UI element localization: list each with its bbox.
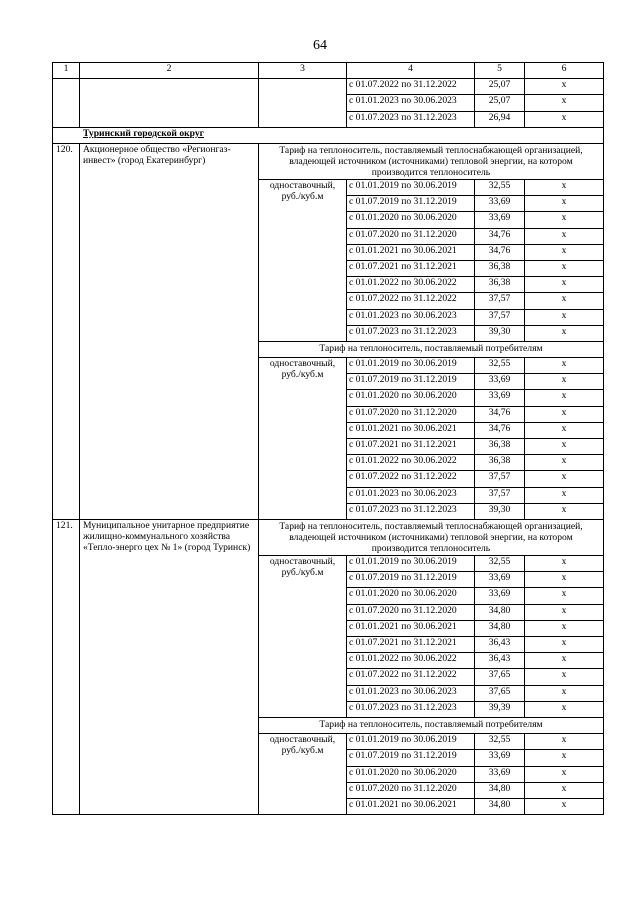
tariff-header-row [53,519,604,555]
col-header-6: 6 [525,63,604,79]
period-cell: с 01.07.2021 по 31.12.2021 [347,637,475,653]
value-cell: 25,07 [475,79,525,95]
period-cell: с 01.07.2021 по 31.12.2021 [347,439,475,455]
x-cell: х [525,180,604,196]
value-cell: 33,69 [475,750,525,766]
period-cell: с 01.01.2020 по 30.06.2020 [347,390,475,406]
period-cell: с 01.07.2019 по 31.12.2019 [347,374,475,390]
period-cell: с 01.07.2022 по 31.12.2022 [347,79,475,95]
row-number: 120. [53,143,80,519]
value-cell: 36,43 [475,637,525,653]
x-cell: х [525,734,604,750]
page-number: 64 [313,38,327,53]
period-cell: с 01.07.2019 по 31.12.2019 [347,572,475,588]
col-header-2: 2 [80,63,259,79]
value-cell: 32,55 [475,358,525,374]
value-cell: 33,69 [475,374,525,390]
period-cell: с 01.01.2022 по 30.06.2022 [347,277,475,293]
col-header-5: 5 [475,63,525,79]
x-cell: х [525,503,604,519]
organization-name: Акционерное общество «Регионгаз-инвест» (город Екатеринбург) [80,143,259,519]
unit-cell [259,79,347,128]
x-cell: х [525,701,604,717]
value-cell: 34,76 [475,228,525,244]
value-cell: 33,69 [475,588,525,604]
value-cell: 37,57 [475,471,525,487]
value-cell: 37,65 [475,669,525,685]
period-cell: с 01.01.2019 по 30.06.2019 [347,734,475,750]
region-title: Туринский городской округ [53,127,604,143]
period-cell: с 01.01.2020 по 30.06.2020 [347,766,475,782]
tariff-header-row [53,143,604,179]
period-cell: с 01.07.2021 по 31.12.2021 [347,260,475,276]
period-cell: с 01.07.2022 по 31.12.2022 [347,669,475,685]
value-cell: 37,65 [475,685,525,701]
value-cell: 34,76 [475,406,525,422]
table-row [53,79,604,95]
value-cell: 37,57 [475,293,525,309]
value-cell: 34,76 [475,244,525,260]
x-cell: х [525,669,604,685]
value-cell: 34,80 [475,798,525,814]
x-cell: х [525,556,604,572]
value-cell: 37,57 [475,309,525,325]
period-cell: с 01.01.2021 по 30.06.2021 [347,422,475,438]
value-cell: 36,38 [475,439,525,455]
period-cell: с 01.01.2019 по 30.06.2019 [347,180,475,196]
period-cell: с 01.07.2023 по 31.12.2023 [347,701,475,717]
unit-cell: одноставочный, руб./куб.м [259,734,347,815]
x-cell: х [525,588,604,604]
period-cell: с 01.07.2020 по 31.12.2020 [347,782,475,798]
value-cell: 39,30 [475,325,525,341]
period-cell: с 01.07.2023 по 31.12.2023 [347,325,475,341]
period-cell: с 01.01.2023 по 30.06.2023 [347,309,475,325]
x-cell: х [525,244,604,260]
x-cell: х [525,95,604,111]
period-cell: с 01.01.2020 по 30.06.2020 [347,588,475,604]
period-cell: с 01.01.2021 по 30.06.2021 [347,244,475,260]
period-cell: с 01.07.2023 по 31.12.2023 [347,111,475,127]
value-cell: 32,55 [475,556,525,572]
period-cell: с 01.01.2021 по 30.06.2021 [347,798,475,814]
period-cell: с 01.01.2022 по 30.06.2022 [347,455,475,471]
x-cell: х [525,766,604,782]
value-cell: 34,80 [475,782,525,798]
period-cell: с 01.07.2019 по 31.12.2019 [347,196,475,212]
unit-cell: одноставочный, руб./куб.м [259,180,347,342]
x-cell: х [525,212,604,228]
organization-cell [80,79,259,128]
value-cell: 36,43 [475,653,525,669]
x-cell: х [525,111,604,127]
x-cell: х [525,79,604,95]
value-cell: 36,38 [475,260,525,276]
x-cell: х [525,471,604,487]
row-number: 121. [53,519,80,814]
x-cell: х [525,637,604,653]
x-cell: х [525,487,604,503]
value-cell: 37,57 [475,487,525,503]
unit-cell: одноставочный, руб./куб.м [259,556,347,718]
col-header-1: 1 [53,63,80,79]
region-row [53,127,604,143]
value-cell: 34,80 [475,604,525,620]
period-cell: с 01.01.2022 по 30.06.2022 [347,653,475,669]
x-cell: х [525,277,604,293]
value-cell: 26,94 [475,111,525,127]
value-cell: 39,30 [475,503,525,519]
x-cell: х [525,750,604,766]
x-cell: х [525,260,604,276]
x-cell: х [525,653,604,669]
x-cell: х [525,620,604,636]
period-cell: с 01.07.2023 по 31.12.2023 [347,503,475,519]
value-cell: 25,07 [475,95,525,111]
tariff-header: Тариф на теплоноситель, поставляемый потребителям [259,717,604,733]
col-header-4: 4 [347,63,475,79]
value-cell: 34,80 [475,620,525,636]
period-cell: с 01.01.2023 по 30.06.2023 [347,95,475,111]
row-number-cell [53,79,80,128]
tariff-header: Тариф на теплоноситель, поставляемый теплоснабжающей организацией, владеющей источником (источниками) тепловой энергии, на котором производится теплоноситель [259,143,604,179]
period-cell: с 01.07.2020 по 31.12.2020 [347,604,475,620]
x-cell: х [525,406,604,422]
value-cell: 34,76 [475,422,525,438]
period-cell: с 01.07.2019 по 31.12.2019 [347,750,475,766]
x-cell: х [525,782,604,798]
period-cell: с 01.01.2021 по 30.06.2021 [347,620,475,636]
value-cell: 39,39 [475,701,525,717]
value-cell: 33,69 [475,766,525,782]
period-cell: с 01.07.2022 по 31.12.2022 [347,293,475,309]
period-cell: с 01.01.2023 по 30.06.2023 [347,685,475,701]
value-cell: 32,55 [475,180,525,196]
value-cell: 33,69 [475,390,525,406]
period-cell: с 01.07.2022 по 31.12.2022 [347,471,475,487]
tariff-header: Тариф на теплоноситель, поставляемый потребителям [259,341,604,357]
value-cell: 33,69 [475,572,525,588]
column-number-row [53,63,604,79]
x-cell: х [525,572,604,588]
x-cell: х [525,196,604,212]
period-cell: с 01.07.2020 по 31.12.2020 [347,228,475,244]
x-cell: х [525,422,604,438]
organization-name: Муниципальное унитарное предприятие жилищно-коммунального хозяйства «Тепло-энерго цех № 1» (город Туринск) [80,519,259,814]
period-cell: с 01.01.2019 по 30.06.2019 [347,358,475,374]
x-cell: х [525,439,604,455]
x-cell: х [525,374,604,390]
x-cell: х [525,604,604,620]
x-cell: х [525,390,604,406]
value-cell: 33,69 [475,196,525,212]
value-cell: 36,38 [475,455,525,471]
unit-cell: одноставочный, руб./куб.м [259,358,347,520]
tariff-table [52,62,604,815]
value-cell: 32,55 [475,734,525,750]
x-cell: х [525,455,604,471]
x-cell: х [525,325,604,341]
tariff-table-body [53,63,604,815]
value-cell: 36,38 [475,277,525,293]
x-cell: х [525,798,604,814]
period-cell: с 01.01.2019 по 30.06.2019 [347,556,475,572]
x-cell: х [525,228,604,244]
period-cell: с 01.01.2020 по 30.06.2020 [347,212,475,228]
x-cell: х [525,309,604,325]
x-cell: х [525,358,604,374]
period-cell: с 01.07.2020 по 31.12.2020 [347,406,475,422]
x-cell: х [525,685,604,701]
period-cell: с 01.01.2023 по 30.06.2023 [347,487,475,503]
tariff-header: Тариф на теплоноситель, поставляемый теплоснабжающей организацией, владеющей источником (источниками) тепловой энергии, на котором производится теплоноситель [259,519,604,555]
col-header-3: 3 [259,63,347,79]
x-cell: х [525,293,604,309]
value-cell: 33,69 [475,212,525,228]
